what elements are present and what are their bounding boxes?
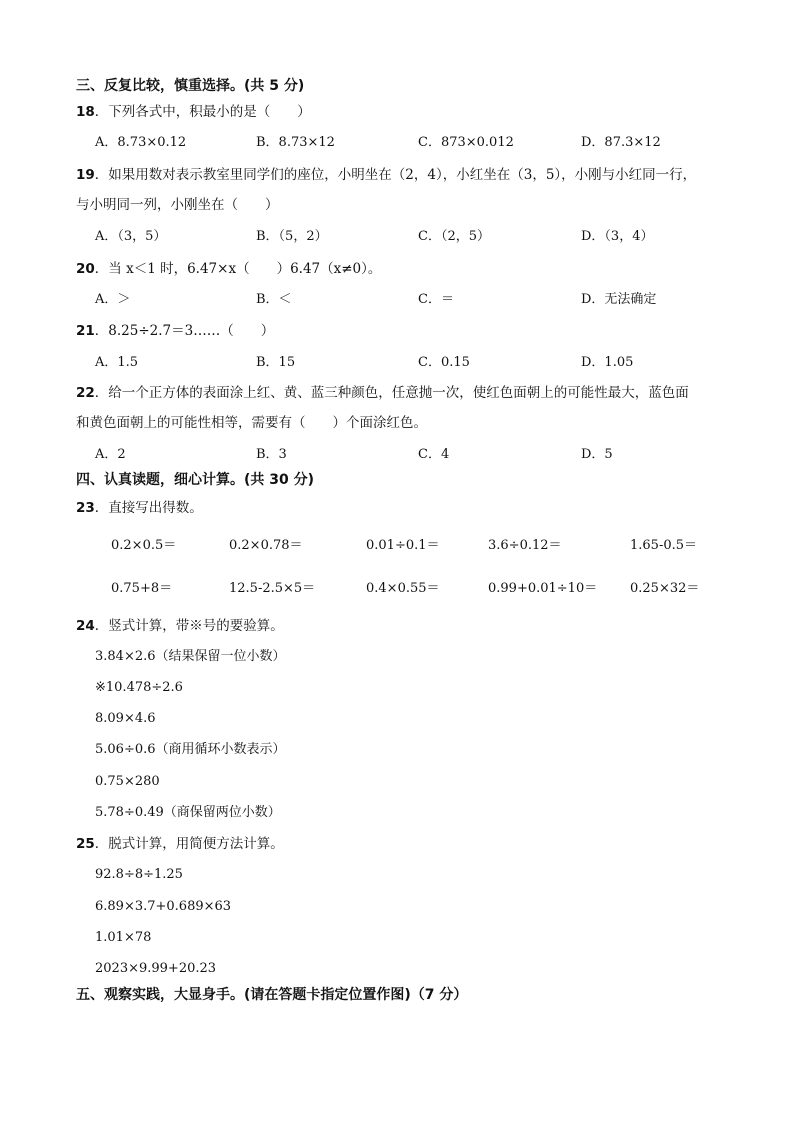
- q20-option-c: C．＝: [418, 292, 454, 307]
- q23-calc-7: 12.5-2.5×5＝: [229, 581, 316, 596]
- q23-calc-5: 1.65-0.5＝: [630, 538, 698, 553]
- q21-option-c: C．0.15: [418, 355, 470, 370]
- question-22-text-cont: 和黄色面朝上的可能性相等，需要有（ ）个面涂红色。: [76, 415, 427, 431]
- section-4-title: 四、认真读题，细心计算。(共 30 分): [76, 472, 315, 488]
- q18-option-d: D．87.3×12: [581, 135, 661, 150]
- question-23: [76, 500, 203, 516]
- q21-option-d: D．1.05: [581, 355, 634, 370]
- q21-option-a: A．1.5: [95, 355, 139, 370]
- question-19-number: 19: [76, 167, 95, 183]
- q18-option-c: C．873×0.012: [418, 135, 514, 150]
- question-22-number: 22: [76, 385, 95, 401]
- q24-item-2: ※10.478÷2.6: [95, 680, 183, 695]
- q19-option-d: D．（3，4）: [581, 229, 654, 244]
- q18-option-b: B．8.73×12: [256, 135, 335, 150]
- q23-calc-6: 0.75+8＝: [111, 581, 173, 596]
- question-18-text: ．下列各式中，积最小的是（ ）: [94, 104, 311, 120]
- q23-calc-1: 0.2×0.5＝: [111, 538, 177, 553]
- q19-option-a: A．（3，5）: [95, 229, 167, 244]
- q24-item-3: 8.09×4.6: [95, 711, 156, 726]
- q22-option-b: B．3: [256, 447, 287, 462]
- question-24: [76, 618, 284, 634]
- section-5-title: 五、观察实践，大显身手。(请在答题卡指定位置作图)（7 分）: [76, 987, 468, 1003]
- q24-item-6: 5.78÷0.49（商保留两位小数）: [95, 805, 281, 820]
- q24-item-5: 0.75×280: [95, 774, 160, 789]
- question-22-text: ．给一个正方体的表面涂上红、黄、蓝三种颜色，任意抛一次，使红色面朝上的可能性最大，蓝色面: [94, 385, 689, 401]
- question-19: [76, 167, 696, 183]
- question-21: [76, 323, 274, 339]
- question-20: [76, 261, 381, 277]
- question-25: [76, 836, 284, 852]
- q21-option-b: B．15: [256, 355, 296, 370]
- q24-item-4: 5.06÷0.6（商用循环小数表示）: [95, 742, 286, 757]
- question-24-text: ．竖式计算，带※号的要验算。: [94, 618, 284, 634]
- q18-option-a: A．8.73×0.12: [95, 135, 187, 150]
- q23-calc-9: 0.99+0.01÷10＝: [488, 581, 598, 596]
- q19-option-b: B．（5，2）: [256, 229, 328, 244]
- question-25-text: ．脱式计算，用简便方法计算。: [94, 836, 284, 852]
- question-19-text: ．如果用数对表示教室里同学们的座位，小明坐在（2，4），小红坐在（3，5），小刚与小红同一行，: [94, 167, 697, 183]
- q25-item-4: 2023×9.99+20.23: [95, 961, 217, 976]
- question-23-number: 23: [76, 500, 95, 516]
- q23-calc-4: 3.6÷0.12＝: [488, 538, 562, 553]
- q19-option-c: C．（2，5）: [418, 229, 490, 244]
- question-22: [76, 385, 689, 401]
- q23-calc-8: 0.4×0.55＝: [366, 581, 440, 596]
- q23-calc-2: 0.2×0.78＝: [229, 538, 303, 553]
- question-18-number: 18: [76, 104, 95, 120]
- q25-item-2: 6.89×3.7+0.689×63: [95, 899, 232, 914]
- q24-item-1: 3.84×2.6（结果保留一位小数）: [95, 649, 286, 664]
- question-18: [76, 104, 311, 120]
- question-20-text: ．当 x＜1 时，6.47×x（ ）6.47（x≠0）。: [94, 261, 382, 277]
- q20-option-d: D．无法确定: [581, 292, 657, 307]
- question-23-text: ．直接写出得数。: [94, 500, 203, 516]
- q23-calc-10: 0.25×32＝: [630, 581, 700, 596]
- section-3-title: 三、反复比较，慎重选择。(共 5 分): [76, 78, 305, 94]
- question-21-number: 21: [76, 323, 95, 339]
- question-19-text-cont: 与小明同一列，小刚坐在（ ）: [76, 197, 279, 213]
- q22-option-d: D．5: [581, 447, 613, 462]
- q22-option-a: A．2: [95, 447, 126, 462]
- q22-option-c: C．4: [418, 447, 450, 462]
- question-20-number: 20: [76, 261, 95, 277]
- q20-option-a: A．＞: [95, 292, 131, 307]
- question-25-number: 25: [76, 836, 95, 852]
- question-24-number: 24: [76, 618, 95, 634]
- q25-item-1: 92.8÷8÷1.25: [95, 867, 183, 882]
- q20-option-b: B．＜: [256, 292, 292, 307]
- question-21-text: ．8.25÷2.7＝3……（ ）: [94, 323, 275, 339]
- q23-calc-3: 0.01÷0.1＝: [366, 538, 440, 553]
- q25-item-3: 1.01×78: [95, 930, 152, 945]
